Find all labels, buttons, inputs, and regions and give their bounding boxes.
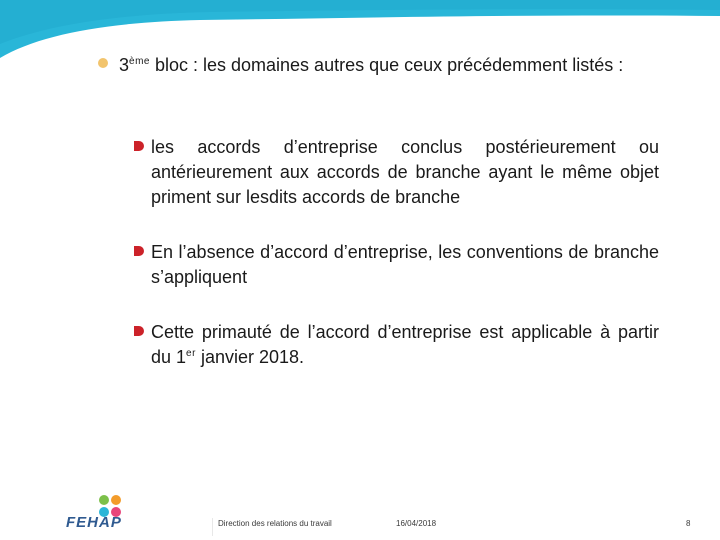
- bullet-superscript: ème: [129, 56, 150, 67]
- bullet-level2-icon: [134, 326, 144, 336]
- bullet-text-absence-accord: En l’absence d’accord d’entreprise, les conventions de branche s’appliquent: [151, 242, 659, 287]
- bullet-prefix: Cette primauté de l’accord d’entreprise est applicable à partir du 1: [151, 322, 659, 367]
- footer-department: Direction des relations du travail: [218, 519, 332, 528]
- bullet-text-3eme-bloc: [119, 53, 659, 78]
- bullet-text-primaute: [151, 320, 659, 370]
- page-number: 8: [686, 519, 691, 528]
- bullet-prefix: 3: [119, 55, 130, 75]
- bullet-body: bloc : les domaines autres que ceux précédemment listés :: [149, 55, 624, 75]
- bullet-text-accords-entreprise: les accords d’entreprise conclus postérieurement ou antérieurement aux accords de branche ayant le même objet priment sur lesdits accords de branche: [151, 137, 659, 207]
- footer-divider: [212, 518, 213, 536]
- bullet-level1-icon: [98, 58, 108, 68]
- footer-date: 16/04/2018: [396, 519, 437, 528]
- logo-text: FEHAP: [66, 514, 122, 531]
- bullet-body: janvier 2018.: [195, 347, 305, 367]
- bullet-level2-icon: [134, 246, 144, 256]
- bullet-level2-icon: [134, 141, 144, 151]
- bullet-superscript: er: [186, 348, 196, 359]
